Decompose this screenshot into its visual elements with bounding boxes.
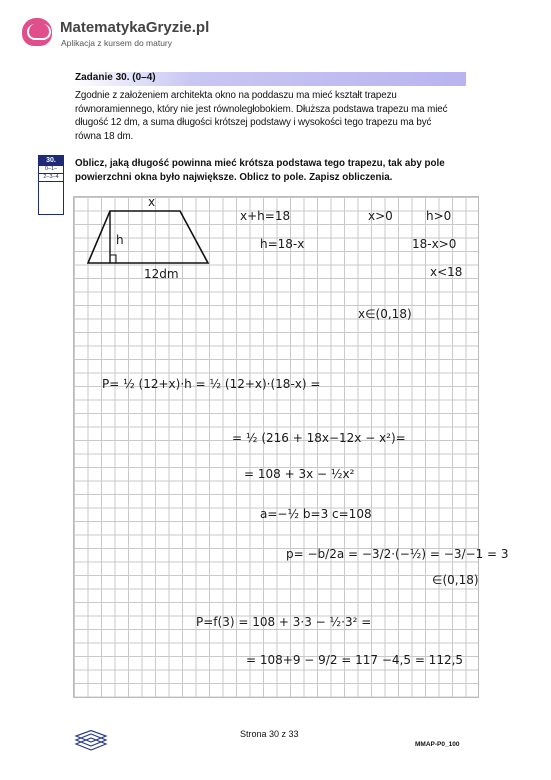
question-line: powierzchni okna było największe. Oblicz to pole. Zapisz obliczenia. (75, 171, 393, 183)
document-code: MMAP-P0_100 (415, 741, 460, 748)
vertex-calc: p= −b/2a = −3/2·(−½) = −3/−1 = 3 (286, 547, 509, 561)
brand-title: MatematykaGryzie.pl (60, 19, 210, 36)
score-option: 2–3–4 (39, 174, 63, 182)
answer-grid (73, 195, 509, 698)
task-line: długość 12 dm, a suma długości krótszej podstawy i wysokości tego trapezu ma być (75, 117, 432, 128)
area-formula-3: = 108 + 3x − ½x² (244, 467, 355, 481)
book-stack-icon (74, 730, 108, 752)
condition-18-x: 18-x>0 (412, 237, 457, 251)
task-line: równoramiennego, który nie jest równoległobokiem. Dłuższa podstawa trapezu ma mieć (75, 103, 448, 115)
trapezoid-shape (88, 211, 208, 263)
brand-tagline: Aplikacja z kursem do matury (61, 38, 173, 48)
question-line: Oblicz, jaką długość powinna mieć krótsza podstawa tego trapezu, tak aby pole (75, 158, 445, 169)
task-line: Zgodnie z założeniem architekta okno na poddaszu ma mieć kształt trapezu (75, 90, 397, 101)
task-description (75, 89, 475, 143)
condition-x-less: x<18 (430, 265, 463, 279)
question-text (75, 157, 475, 184)
coefficients: a=−½ b=3 c=108 (260, 507, 372, 521)
task-line: równa 18 dm. (75, 130, 134, 142)
label-x: x (148, 195, 156, 209)
task-title: Zadanie 30. (0–4) (75, 72, 156, 83)
label-base: 12dm (144, 267, 179, 281)
equation-height: h=18-x (260, 237, 305, 251)
condition-x: x>0 (368, 209, 393, 223)
score-number: 30. (39, 156, 63, 166)
area-formula-2: = ½ (216 + 18x−12x − x²)= (232, 431, 406, 445)
final-area-1: P=f(3) = 108 + 3·3 − ½·3² = (196, 615, 372, 629)
vertex-domain: ∈(0,18) (432, 573, 479, 587)
brand-logo-icon (22, 18, 52, 46)
label-h: h (116, 233, 124, 247)
domain: x∈(0,18) (358, 307, 412, 321)
equation-sum: x+h=18 (240, 209, 291, 223)
score-option: 0–1– (39, 166, 63, 174)
right-angle-mark (110, 255, 116, 263)
score-box (38, 155, 64, 215)
page-number: Strona 30 z 33 (240, 729, 299, 739)
area-formula-1: P= ½ (12+x)·h = ½ (12+x)·(18-x) = (102, 377, 321, 391)
final-area-2: = 108+9 − 9/2 = 117 −4,5 = 112,5 (246, 653, 464, 667)
condition-h: h>0 (426, 209, 452, 223)
